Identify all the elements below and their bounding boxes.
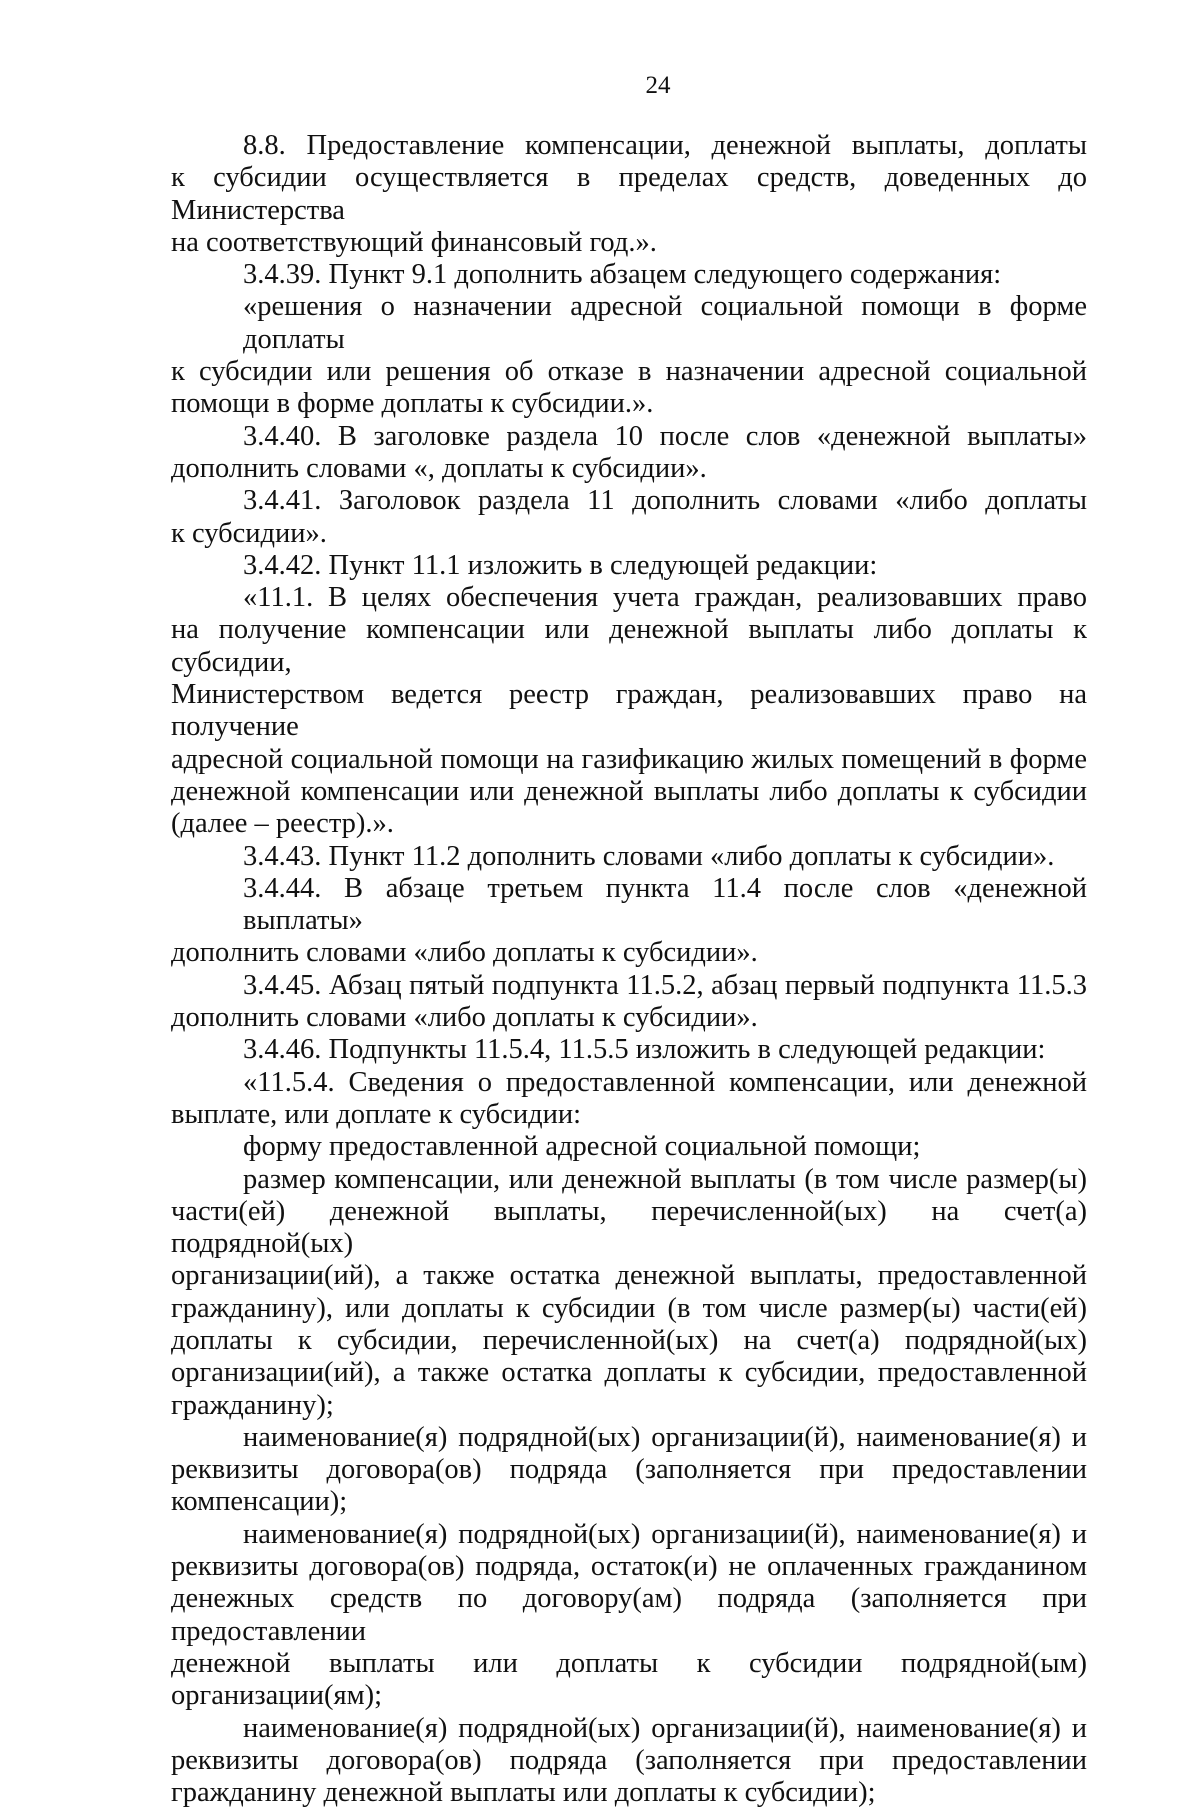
- text-line: дополнить словами «либо доплаты к субсидии».: [171, 937, 758, 969]
- paragraph: [171, 1422, 1087, 1519]
- text-line: реквизиты договора(ов) подряда, остаток(и) не оплаченных гражданином: [171, 1551, 1087, 1583]
- text-line: «11.1. В целях обеспечения учета граждан, реализовавших право: [243, 582, 1087, 614]
- paragraph: [171, 421, 1087, 486]
- paragraph: [171, 970, 1087, 1035]
- text-line: дополнить словами «либо доплаты к субсидии».: [171, 1002, 758, 1034]
- text-line: организации(ий), а также остатка денежной выплаты, предоставленной: [171, 1260, 1087, 1292]
- page-number: 24: [645, 72, 671, 99]
- paragraph: [171, 130, 1087, 259]
- paragraph: [171, 1713, 1087, 1809]
- text-line: гражданину), или доплаты к субсидии (в том числе размер(ы) части(ей): [171, 1292, 1087, 1324]
- paragraph: [171, 550, 1087, 582]
- paragraph: [171, 485, 1087, 550]
- text-line: части(ей) денежной выплаты, перечисленной(ых) на счет(а) подрядной(ых): [171, 1195, 1087, 1260]
- text-line: на получение компенсации или денежной выплаты либо доплаты к субсидии,: [171, 614, 1087, 678]
- text-line: 3.4.46. Подпункты 11.5.4, 11.5.5 изложить в следующей редакции:: [243, 1034, 1046, 1066]
- text-line: 3.4.45. Абзац пятый подпункта 11.5.2, абзац первый подпункта 11.5.3: [243, 969, 1087, 1001]
- text-line: компенсации);: [171, 1486, 348, 1518]
- text-line: наименование(я) подрядной(ых) организации(й), наименование(я) и: [243, 1421, 1087, 1453]
- text-line: к субсидии осуществляется в пределах средств, доведенных до Министерства: [171, 162, 1087, 226]
- text-line: 3.4.39. Пункт 9.1 дополнить абзацем следующего содержания:: [243, 259, 1002, 291]
- paragraph: [171, 259, 1087, 291]
- text-line: доплаты к субсидии, перечисленной(ых) на счет(а) подрядной(ых): [171, 1324, 1087, 1356]
- text-line: гражданину денежной выплаты или доплаты к субсидии);: [171, 1777, 876, 1809]
- paragraph: [171, 1519, 1087, 1713]
- paragraph: [171, 841, 1087, 873]
- text-line: «11.5.4. Сведения о предоставленной компенсации, или денежной: [243, 1066, 1087, 1098]
- text-line: форму предоставленной адресной социальной помощи;: [243, 1131, 921, 1163]
- text-line: Министерством ведется реестр граждан, реализовавших право на получение: [171, 679, 1087, 743]
- paragraph: [171, 1164, 1087, 1422]
- text-line: 3.4.41. Заголовок раздела 11 дополнить словами «либо доплаты: [243, 485, 1087, 517]
- text-line: (далее – реестр).».: [171, 808, 394, 840]
- text-line: к субсидии или решения об отказе в назначении адресной социальной: [171, 356, 1087, 388]
- text-line: 3.4.43. Пункт 11.2 дополнить словами «либо доплаты к субсидии».: [243, 840, 1055, 872]
- text-line: 8.8. Предоставление компенсации, денежной выплаты, доплаты: [243, 130, 1087, 161]
- text-line: 3.4.44. В абзаце третьем пункта 11.4 после слов «денежной выплаты»: [243, 872, 1087, 937]
- text-line: денежных средств по договору(ам) подряда (заполняется при предоставлении: [171, 1583, 1087, 1647]
- text-line: денежной компенсации или денежной выплаты либо доплаты к субсидии: [171, 775, 1087, 807]
- text-line: реквизиты договора(ов) подряда (заполняется при предоставлении: [171, 1744, 1087, 1776]
- paragraph: [171, 1067, 1087, 1132]
- document-body: [171, 130, 1087, 1809]
- text-line: дополнить словами «, доплаты к субсидии».: [171, 452, 707, 484]
- text-line: «решения о назначении адресной социальной помощи в форме доплаты: [243, 291, 1087, 355]
- paragraph: [171, 1131, 1087, 1163]
- paragraph: [171, 291, 1087, 420]
- text-line: адресной социальной помощи на газификацию жилых помещений в форме: [171, 743, 1087, 775]
- text-line: размер компенсации, или денежной выплаты (в том числе размер(ы): [243, 1163, 1087, 1195]
- text-line: гражданину);: [171, 1389, 334, 1421]
- text-line: к субсидии».: [171, 517, 327, 549]
- paragraph: [171, 873, 1087, 970]
- text-line: 3.4.40. В заголовке раздела 10 после слов «денежной выплаты»: [243, 420, 1087, 452]
- text-line: выплате, или доплате к субсидии:: [171, 1098, 582, 1130]
- text-line: наименование(я) подрядной(ых) организации(й), наименование(я) и: [243, 1518, 1087, 1550]
- text-line: организации(ий), а также остатка доплаты к субсидии, предоставленной: [171, 1357, 1087, 1389]
- text-line: наименование(я) подрядной(ых) организации(й), наименование(я) и: [243, 1712, 1087, 1744]
- text-line: на соответствующий финансовый год.».: [171, 226, 657, 258]
- text-line: 3.4.42. Пункт 11.1 изложить в следующей редакции:: [243, 549, 878, 581]
- paragraph: [171, 582, 1087, 840]
- paragraph: [171, 1034, 1087, 1066]
- text-line: помощи в форме доплаты к субсидии.».: [171, 388, 654, 420]
- text-line: реквизиты договора(ов) подряда (заполняется при предоставлении: [171, 1454, 1087, 1486]
- text-line: денежной выплаты или доплаты к субсидии подрядной(ым) организации(ям);: [171, 1647, 1087, 1712]
